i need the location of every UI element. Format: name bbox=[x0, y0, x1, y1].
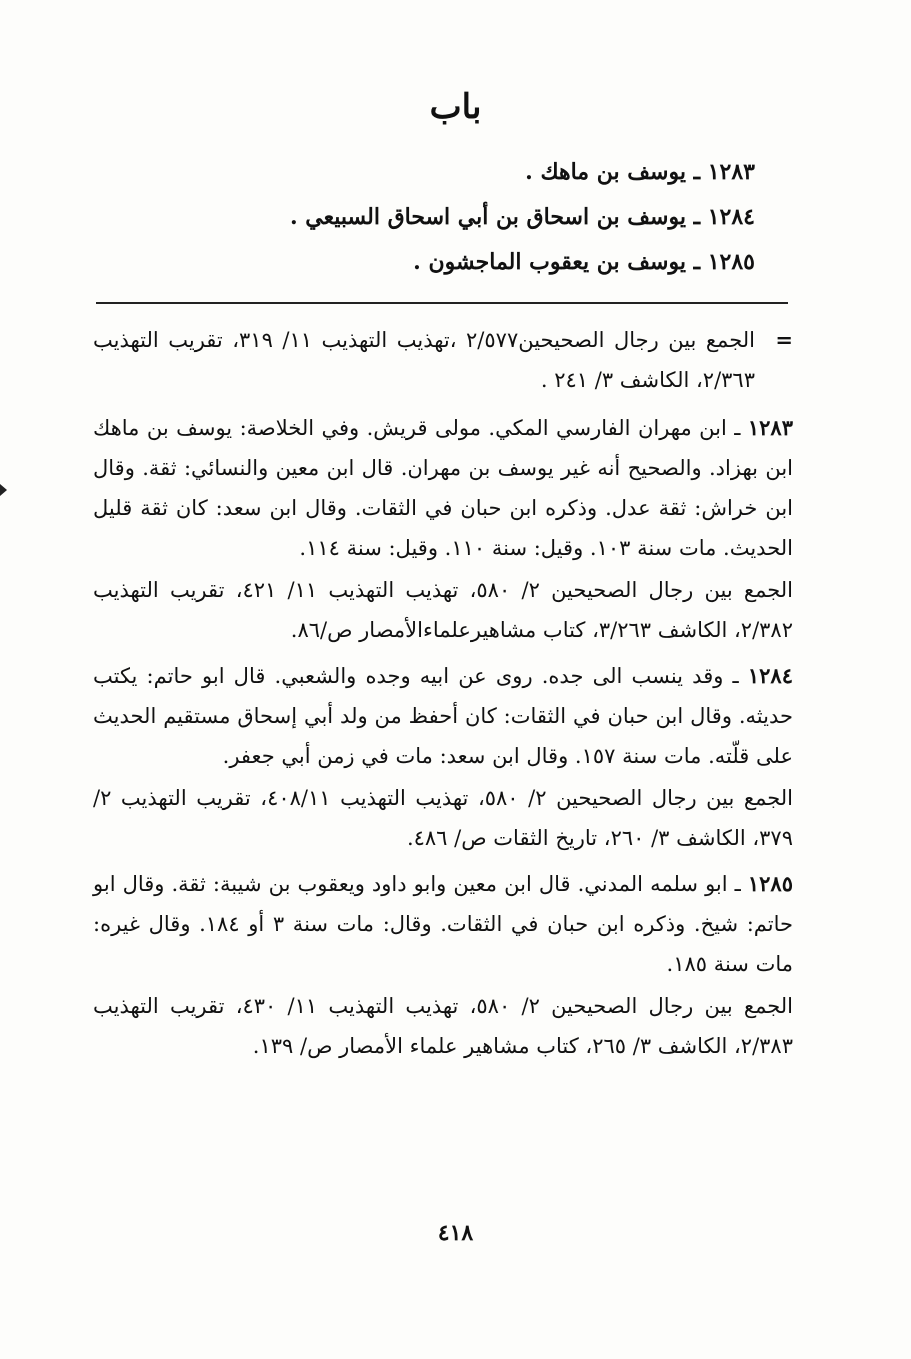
footnote-entry bbox=[93, 408, 793, 650]
footnote-entry-body bbox=[93, 656, 793, 776]
footnote-entry-text: ـ ابو سلمه المدني. قال ابن معين وابو داود ويعقوب بن شيبة: ثقة. وقال ابو حاتم: شيخ. وذكره ابن حبان في الثقات. وقال: مات سنة ٣ أو ١٨٤. وقال غيره: مات سنة ١٨٥. bbox=[93, 872, 793, 976]
footnote-entry-body bbox=[93, 864, 793, 984]
footnote-entry-text: ـ وقد ينسب الى جده. روى عن ابيه وجده والشعبي. قال ابو حاتم: يكتب حديثه. وقال ابن حبان في الثقات: كان أحفظ من ولد أبي إسحاق مستقيم الحديث على قلّته. مات سنة ١٥٧. وقال ابن سعد: مات في زمن أبي جعفر. bbox=[93, 664, 793, 768]
heading-line: ١٢٨٤ ـ يوسف بن اسحاق بن أبي اسحاق السبيعي . bbox=[289, 204, 755, 230]
footnote-entry-refs: الجمع بين رجال الصحيحين ٢/ ٥٨٠، تهذيب التهذيب ٤٠٨/١١، تقريب التهذيب ٢/ ٣٧٩، الكاشف ٣/ ٢٦٠، تاريخ الثقات ص/ ٤٨٦. bbox=[93, 786, 794, 850]
footnote-intro-text: الجمع بين رجال الصحيحين٢/٥٧٧ ،تهذيب التهذيب ١١/ ٣١٩، تقريب التهذيب ٢/٣٦٣، الكاشف ٣/ ٢٤١ . bbox=[93, 328, 755, 392]
heading-line: ١٢٨٥ ـ يوسف بن يعقوب الماجشون . bbox=[413, 249, 755, 275]
footnote-divider bbox=[96, 302, 788, 304]
section-headings bbox=[155, 150, 755, 285]
footnotes bbox=[93, 320, 793, 1072]
scan-edge-mark bbox=[0, 484, 7, 496]
footnote-entry bbox=[93, 656, 793, 858]
page-number: ٤١٨ bbox=[437, 1220, 474, 1246]
page-title: باب bbox=[429, 87, 482, 127]
footnote-entry-number: ١٢٨٤ bbox=[747, 663, 793, 688]
footnote-entry-number: ١٢٨٥ bbox=[747, 871, 793, 896]
footnote-entry-refs: الجمع بين رجال الصحيحين ٢/ ٥٨٠، تهذيب التهذيب ١١/ ٤٢١، تقريب التهذيب ٢/٣٨٢، الكاشف ٣/٢٦٣، كتاب مشاهيرعلماءالأمصار ص/٨٦. bbox=[93, 578, 793, 642]
continuation-marker: = bbox=[775, 327, 793, 352]
heading-line: ١٢٨٣ ـ يوسف بن ماهك . bbox=[525, 159, 755, 185]
footnote-entry bbox=[93, 864, 793, 1066]
footnote-entry-number: ١٢٨٣ bbox=[747, 415, 793, 440]
footnote-entry-refs: الجمع بين رجال الصحيحين ٢/ ٥٨٠، تهذيب التهذيب ١١/ ٤٣٠، تقريب التهذيب ٢/٣٨٣، الكاشف ٣/ ٢٦٥، كتاب مشاهير علماء الأمصار ص/ ١٣٩. bbox=[93, 994, 793, 1058]
footnote-entry-text: ـ ابن مهران الفارسي المكي. مولى قريش. وفي الخلاصة: يوسف بن ماهك ابن بهزاد. والصحيح أنه غير يوسف بن مهران. قال ابن معين والنسائي: ثقة. وقال ابن خراش: ثقة عدل. وذكره ابن حبان في الثقات. وقال ابن سعد: كان ثقة قليل الحديث. مات سنة ١٠٣. وقيل: سنة ١١٠. وقيل: سنة ١١٤. bbox=[93, 416, 793, 560]
footnote-entry-body bbox=[93, 408, 793, 568]
footnote-intro bbox=[93, 320, 793, 400]
